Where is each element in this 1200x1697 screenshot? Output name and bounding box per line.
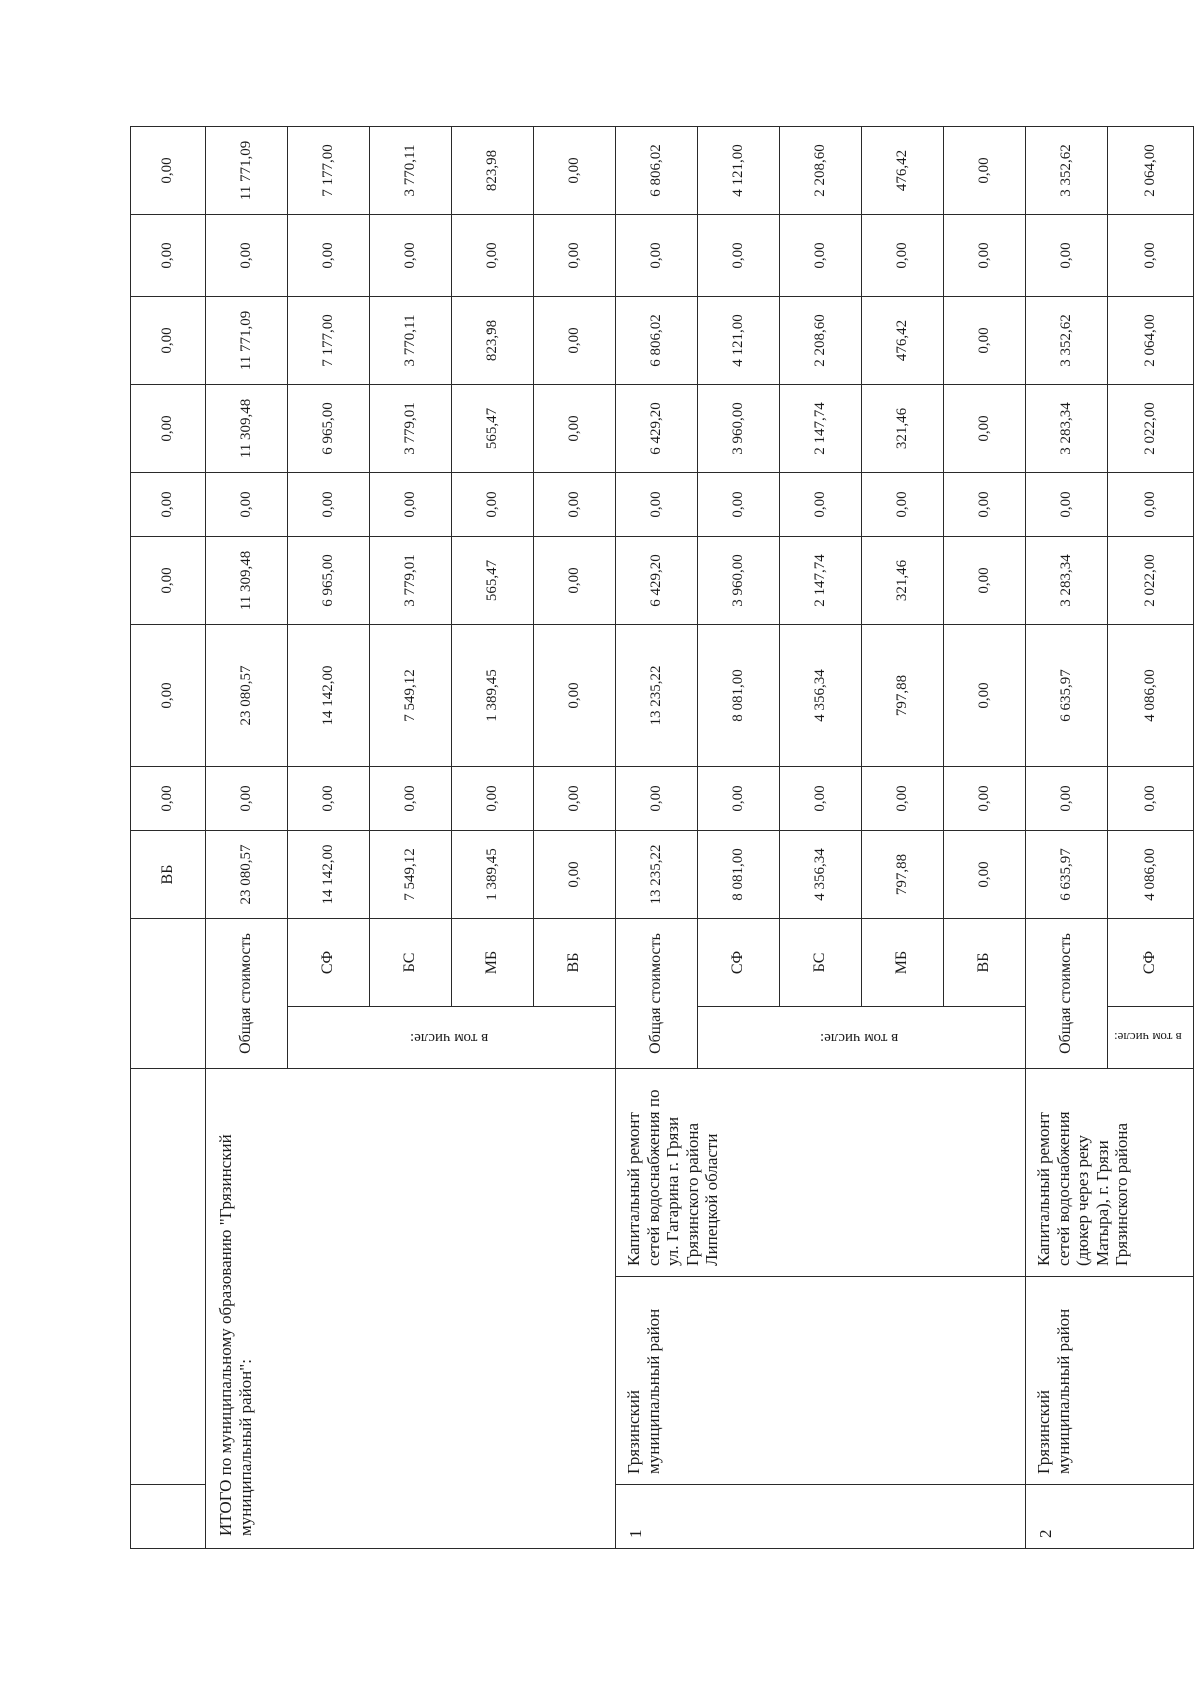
value-cell: 0,00 (452, 473, 534, 537)
value-cell: 3 352,62 (1026, 127, 1108, 215)
value-cell: 823,98 (452, 297, 534, 385)
value-cell: 0,00 (780, 473, 862, 537)
value-cell: 11 309,48 (206, 537, 288, 625)
table-row (131, 127, 206, 1549)
value-cell: 3 770,11 (370, 127, 452, 215)
object-cell: Капитальный ремонт сетей водоснабжения (дюкер через реку Матыра), г. Грязи Грязинского района (1026, 1069, 1194, 1277)
total-row-label: ИТОГО по муниципальному образованию "Грязинский муниципальный район": (206, 1069, 616, 1549)
value-cell: 6 429,20 (616, 537, 698, 625)
value-cell: 565,47 (452, 537, 534, 625)
value-cell: 6 806,02 (616, 297, 698, 385)
value-cell: 0,00 (698, 767, 780, 831)
value-cell: 4 356,34 (780, 831, 862, 919)
value-cell: 4 121,00 (698, 297, 780, 385)
value-cell: 0,00 (616, 473, 698, 537)
value-cell: 0,00 (534, 831, 616, 919)
value-cell: 0,00 (1108, 767, 1194, 831)
rotated-table-frame (130, 135, 1182, 1549)
value-cell: 0,00 (288, 767, 370, 831)
value-cell: 321,46 (862, 537, 944, 625)
value-cell: 0,00 (370, 215, 452, 297)
including-text: в том числе: (819, 1030, 898, 1047)
value-cell: 7 177,00 (288, 297, 370, 385)
value-cell: 0,00 (944, 127, 1026, 215)
value-cell: 476,42 (862, 297, 944, 385)
category-cell: ВБ (131, 831, 206, 919)
category-cell: БС (370, 919, 452, 1007)
value-cell: 11 771,09 (206, 127, 288, 215)
value-cell: 0,00 (944, 625, 1026, 767)
category-cell: МБ (452, 919, 534, 1007)
row-number: 1 (616, 1485, 1026, 1549)
value-cell: 0,00 (1026, 215, 1108, 297)
value-cell: 11 309,48 (206, 385, 288, 473)
value-cell: 2 064,00 (1108, 297, 1194, 385)
value-cell: 0,00 (206, 473, 288, 537)
value-cell: 797,88 (862, 625, 944, 767)
value-cell: 0,00 (534, 127, 616, 215)
corner-cell (131, 1485, 206, 1549)
table-row (1026, 127, 1108, 1549)
including-label (1108, 1007, 1194, 1069)
value-cell: 0,00 (534, 215, 616, 297)
municipality-cell: Грязинский муниципальный район (1026, 1277, 1194, 1485)
total-cost-label: Общая стоимость (616, 919, 698, 1069)
object-cell: Капитальный ремонт сетей водоснабжения по ул. Гагарина г. Грязи Грязинского района Липецкой области (616, 1069, 1026, 1277)
value-cell: 2 208,60 (780, 127, 862, 215)
value-cell: 3 779,01 (370, 537, 452, 625)
value-cell: 23 080,57 (206, 831, 288, 919)
value-cell: 3 352,62 (1026, 297, 1108, 385)
value-cell: 0,00 (862, 767, 944, 831)
value-cell: 0,00 (780, 215, 862, 297)
value-cell: 0,00 (370, 767, 452, 831)
including-label (698, 1007, 1026, 1069)
value-cell: 0,00 (944, 831, 1026, 919)
value-cell: 0,00 (452, 767, 534, 831)
value-cell: 4 086,00 (1108, 831, 1194, 919)
value-cell: 7 549,12 (370, 831, 452, 919)
value-cell: 0,00 (616, 767, 698, 831)
value-cell: 0,00 (698, 215, 780, 297)
value-cell: 3 770,11 (370, 297, 452, 385)
value-cell: 0,00 (206, 215, 288, 297)
value-cell: 6 635,97 (1026, 625, 1108, 767)
value-cell: 0,00 (131, 625, 206, 767)
value-cell: 0,00 (862, 215, 944, 297)
category-cell: СФ (288, 919, 370, 1007)
value-cell: 4 356,34 (780, 625, 862, 767)
value-cell: 0,00 (131, 127, 206, 215)
header-cell (131, 919, 206, 1069)
value-cell: 0,00 (534, 767, 616, 831)
value-cell: 0,00 (944, 385, 1026, 473)
value-cell: 13 235,22 (616, 625, 698, 767)
value-cell: 0,00 (288, 215, 370, 297)
value-cell: 0,00 (534, 385, 616, 473)
category-cell: ВБ (534, 919, 616, 1007)
value-cell: 14 142,00 (288, 625, 370, 767)
value-cell: 1 389,45 (452, 625, 534, 767)
value-cell: 8 081,00 (698, 625, 780, 767)
value-cell: 0,00 (534, 625, 616, 767)
value-cell: 6 806,02 (616, 127, 698, 215)
value-cell: 2 208,60 (780, 297, 862, 385)
value-cell: 8 081,00 (698, 831, 780, 919)
value-cell: 0,00 (534, 297, 616, 385)
value-cell: 0,00 (1108, 215, 1194, 297)
value-cell: 1 389,45 (452, 831, 534, 919)
value-cell: 0,00 (944, 767, 1026, 831)
including-text: в том числе: (409, 1030, 488, 1047)
value-cell: 476,42 (862, 127, 944, 215)
value-cell: 0,00 (206, 767, 288, 831)
value-cell: 7 177,00 (288, 127, 370, 215)
cost-table (130, 126, 1194, 1549)
total-cost-label: Общая стоимость (1026, 919, 1108, 1069)
category-cell: СФ (1108, 919, 1194, 1007)
value-cell: 565,47 (452, 385, 534, 473)
value-cell: 0,00 (944, 215, 1026, 297)
value-cell: 6 429,20 (616, 385, 698, 473)
value-cell: 4 086,00 (1108, 625, 1194, 767)
value-cell: 0,00 (131, 215, 206, 297)
value-cell: 0,00 (780, 767, 862, 831)
value-cell: 3 283,34 (1026, 537, 1108, 625)
value-cell: 0,00 (131, 297, 206, 385)
value-cell: 823,98 (452, 127, 534, 215)
value-cell: 797,88 (862, 831, 944, 919)
value-cell: 2 147,74 (780, 537, 862, 625)
value-cell: 0,00 (534, 473, 616, 537)
table-row (206, 127, 288, 1549)
value-cell: 0,00 (131, 473, 206, 537)
value-cell: 0,00 (131, 767, 206, 831)
value-cell: 2 022,00 (1108, 385, 1194, 473)
value-cell: 3 779,01 (370, 385, 452, 473)
table-row (616, 127, 698, 1549)
value-cell: 14 142,00 (288, 831, 370, 919)
value-cell: 0,00 (370, 473, 452, 537)
category-cell: МБ (862, 919, 944, 1007)
value-cell: 4 121,00 (698, 127, 780, 215)
value-cell: 321,46 (862, 385, 944, 473)
category-cell: СФ (698, 919, 780, 1007)
value-cell: 6 635,97 (1026, 831, 1108, 919)
value-cell: 2 147,74 (780, 385, 862, 473)
value-cell: 0,00 (1026, 473, 1108, 537)
value-cell: 0,00 (862, 473, 944, 537)
category-cell: БС (780, 919, 862, 1007)
value-cell: 0,00 (131, 385, 206, 473)
value-cell: 13 235,22 (616, 831, 698, 919)
municipality-cell: Грязинский муниципальный район (616, 1277, 1026, 1485)
value-cell: 0,00 (616, 215, 698, 297)
value-cell: 0,00 (944, 473, 1026, 537)
total-cost-label: Общая стоимость (206, 919, 288, 1069)
header-cell (131, 1069, 206, 1485)
including-label (288, 1007, 616, 1069)
value-cell: 0,00 (1026, 767, 1108, 831)
value-cell: 2 064,00 (1108, 127, 1194, 215)
value-cell: 0,00 (288, 473, 370, 537)
value-cell: 3 283,34 (1026, 385, 1108, 473)
value-cell: 2 022,00 (1108, 537, 1194, 625)
value-cell: 7 549,12 (370, 625, 452, 767)
value-cell: 3 960,00 (698, 385, 780, 473)
value-cell: 0,00 (1108, 473, 1194, 537)
value-cell: 23 080,57 (206, 625, 288, 767)
value-cell: 3 960,00 (698, 537, 780, 625)
row-number: 2 (1026, 1485, 1194, 1549)
value-cell: 0,00 (452, 215, 534, 297)
value-cell: 6 965,00 (288, 385, 370, 473)
value-cell: 6 965,00 (288, 537, 370, 625)
including-text: в том числе: (1114, 1030, 1182, 1046)
value-cell: 0,00 (698, 473, 780, 537)
value-cell: 0,00 (131, 537, 206, 625)
value-cell: 0,00 (944, 297, 1026, 385)
value-cell: 0,00 (534, 537, 616, 625)
category-cell: ВБ (944, 919, 1026, 1007)
value-cell: 11 771,09 (206, 297, 288, 385)
value-cell: 0,00 (944, 537, 1026, 625)
